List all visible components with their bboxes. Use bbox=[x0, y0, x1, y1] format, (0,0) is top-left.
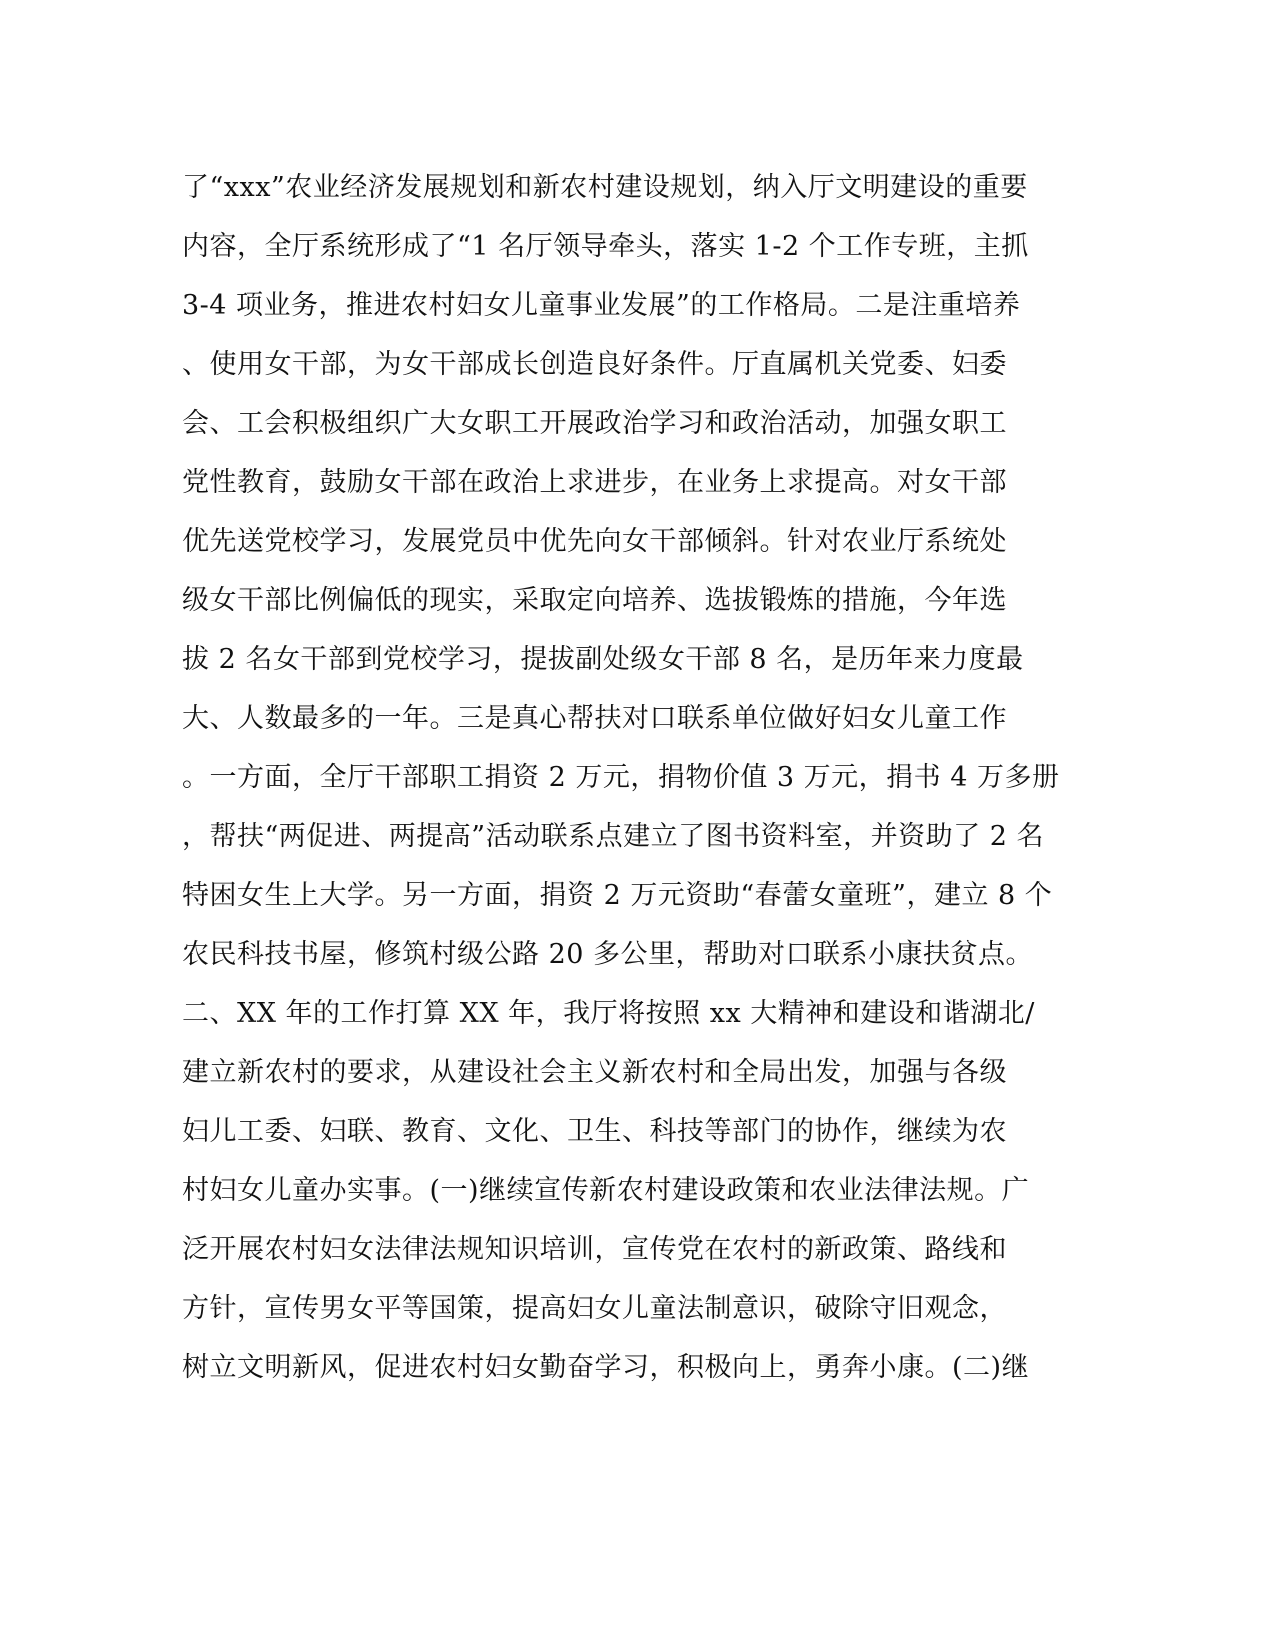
text-line: 特困女生上大学。另一方面，捐资 2 万元资助“春蕾女童班”，建立 8 个 bbox=[182, 880, 1053, 911]
body-text bbox=[182, 158, 1060, 1397]
text-line: 方针，宣传男女平等国策，提高妇女儿童法制意识，破除守旧观念， bbox=[182, 1293, 1007, 1324]
text-line: 、使用女干部，为女干部成长创造良好条件。厅直属机关党委、妇委 bbox=[182, 349, 1007, 380]
text-line: 。一方面，全厅干部职工捐资 2 万元，捐物价值 3 万元，捐书 4 万多册 bbox=[182, 762, 1060, 793]
text-line: 会、工会积极组织广大女职工开展政治学习和政治活动，加强女职工 bbox=[182, 408, 1007, 439]
text-line: 建立新农村的要求，从建设社会主义新农村和全局出发，加强与各级 bbox=[182, 1057, 1007, 1088]
text-line: 树立文明新风，促进农村妇女勤奋学习，积极向上，勇奔小康。(二)继 bbox=[182, 1352, 1030, 1383]
text-line: 泛开展农村妇女法律法规知识培训，宣传党在农村的新政策、路线和 bbox=[182, 1234, 1007, 1265]
text-line: 优先送党校学习，发展党员中优先向女干部倾斜。针对农业厅系统处 bbox=[182, 526, 1007, 557]
text-line: 拔 2 名女干部到党校学习，提拔副处级女干部 8 名，是历年来力度最 bbox=[182, 644, 1024, 675]
text-line: ，帮扶“两促进、两提高”活动联系点建立了图书资料室，并资助了 2 名 bbox=[182, 821, 1044, 852]
text-line: 3-4 项业务，推进农村妇女儿童事业发展”的工作格局。二是注重培养 bbox=[182, 290, 1021, 321]
text-line: 大、人数最多的一年。三是真心帮扶对口联系单位做好妇女儿童工作 bbox=[182, 703, 1007, 734]
text-line: 村妇女儿童办实事。(一)继续宣传新农村建设政策和农业法律法规。广 bbox=[182, 1175, 1030, 1206]
text-line: 了“xxx”农业经济发展规划和新农村建设规划，纳入厅文明建设的重要 bbox=[182, 172, 1028, 203]
text-line: 农民科技书屋，修筑村级公路 20 多公里，帮助对口联系小康扶贫点。 bbox=[182, 939, 1034, 970]
text-line: 内容，全厅系统形成了“1 名厅领导牵头，落实 1-2 个工作专班，主抓 bbox=[182, 231, 1029, 262]
text-line: 二、XX 年的工作打算 XX 年，我厅将按照 xx 大精神和建设和谐湖北/ bbox=[182, 998, 1035, 1029]
text-line: 级女干部比例偏低的现实，采取定向培养、选拔锻炼的措施，今年选 bbox=[182, 585, 1007, 616]
text-line: 妇儿工委、妇联、教育、文化、卫生、科技等部门的协作，继续为农 bbox=[182, 1116, 1007, 1147]
text-line: 党性教育，鼓励女干部在政治上求进步，在业务上求提高。对女干部 bbox=[182, 467, 1007, 498]
